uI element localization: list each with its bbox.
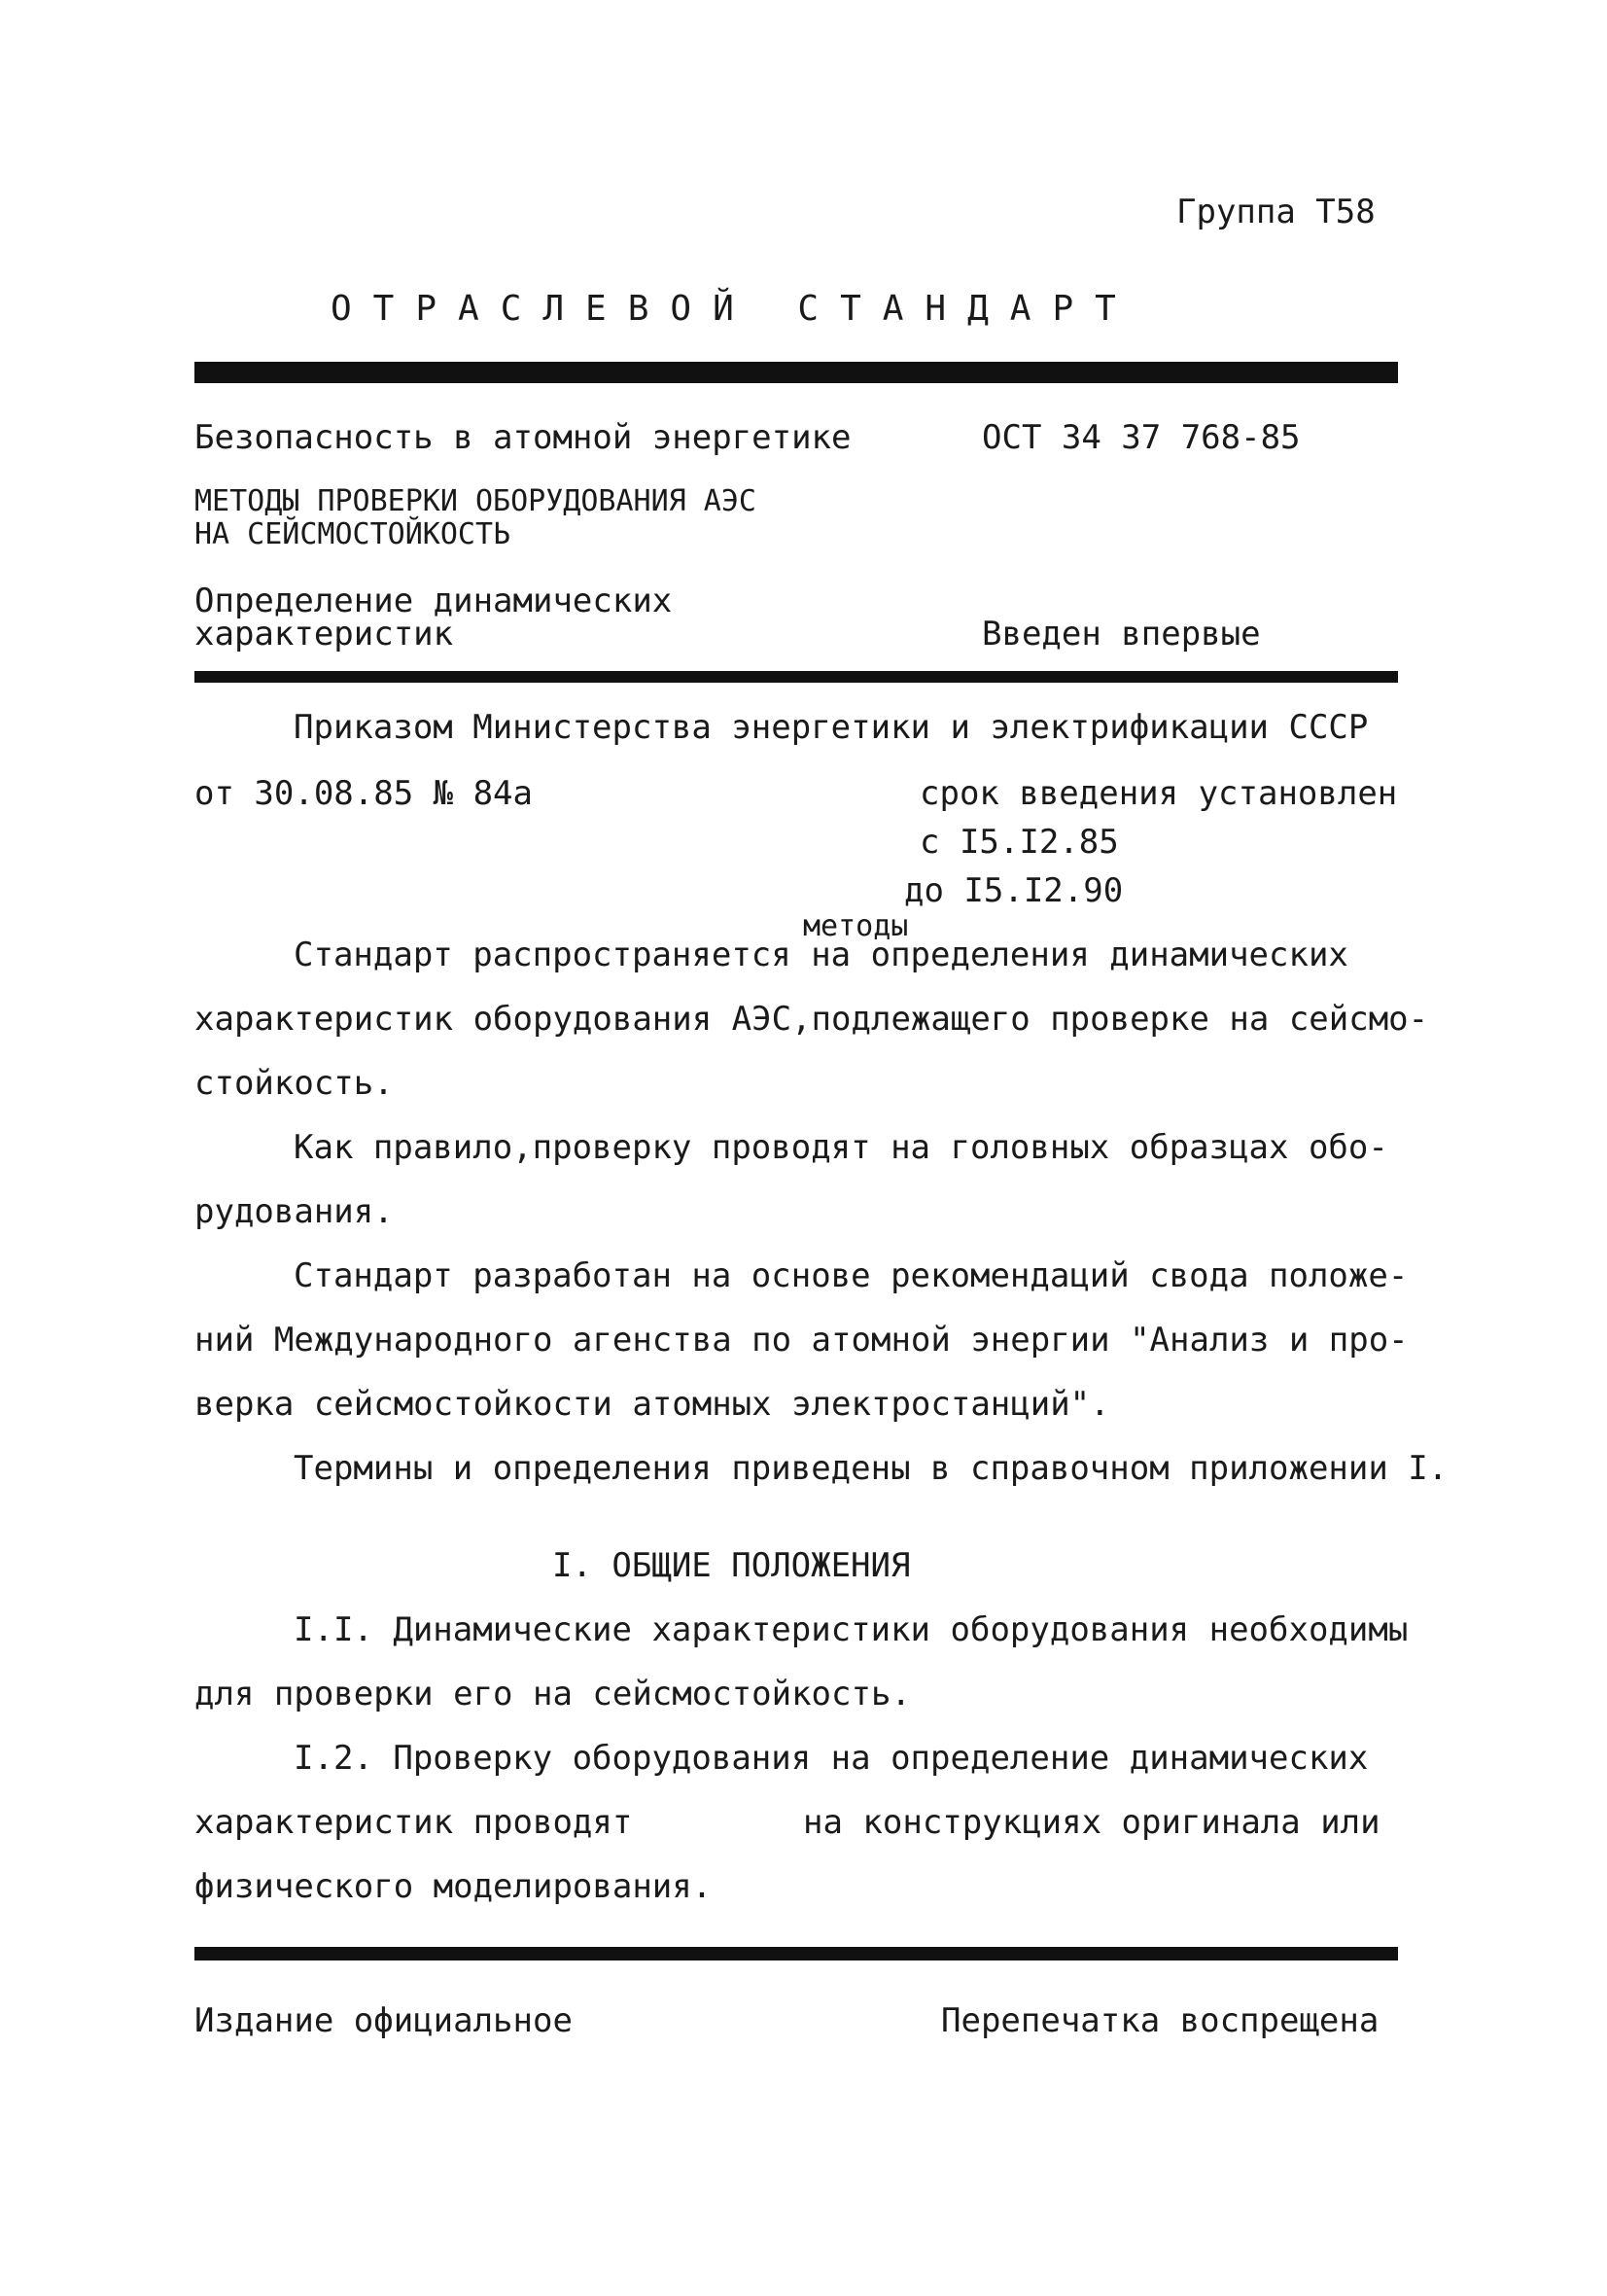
subtitle-line-2: характеристик xyxy=(194,615,454,653)
item2-line2a: характеристик проводят xyxy=(194,1803,633,1842)
section-title: I. ОБЩИЕ ПОЛОЖЕНИЯ xyxy=(552,1546,911,1585)
order-date-number: от 30.08.85 № 84а xyxy=(194,774,533,813)
para3-line1: Стандарт разработан на основе рекомендаций свода положе- xyxy=(294,1256,1409,1295)
group-label: Группа Т58 xyxy=(1176,193,1376,231)
standard-heading: ОТРАСЛЕВОЙ СТАНДАРТ xyxy=(331,289,1137,329)
item1-line1: I.I. Динамические характеристики оборудования необходимы xyxy=(294,1610,1409,1649)
para2-line1: Как правило,проверку проводят на головных образцах обо- xyxy=(294,1128,1388,1167)
para4-line1: Термины и определения приведены в справочном приложении I. xyxy=(294,1449,1449,1488)
item1-line2: для проверки его на сейсмостойкость. xyxy=(194,1675,911,1713)
standard-code: ОСТ 34 37 768-85 xyxy=(982,418,1301,457)
para1-line3: стойкость. xyxy=(194,1064,394,1103)
header-rule xyxy=(194,671,1398,683)
item2-line1: I.2. Проверку оборудования на определение динамических xyxy=(294,1739,1369,1778)
bottom-rule xyxy=(194,1947,1398,1960)
category-text: Безопасность в атомной энергетике xyxy=(194,418,852,457)
item2-line2b: на конструкциях оригинала или xyxy=(803,1803,1380,1842)
para3-line3: верка сейсмостойкости атомных электростанций". xyxy=(194,1385,1110,1424)
top-rule xyxy=(194,362,1398,383)
para3-line2: ний Международного агенства по атомной энергии "Анализ и про- xyxy=(194,1321,1409,1360)
term-line-3: до I5.I2.90 xyxy=(904,871,1124,910)
status-text: Введен впервые xyxy=(982,615,1261,653)
para1-line2: характеристик оборудования АЭС,подлежащего проверке на сейсмо- xyxy=(194,1000,1429,1039)
para1-line1: Стандарт распространяется на определения динамических xyxy=(294,936,1348,974)
para2-line2: рудования. xyxy=(194,1192,394,1231)
footer-right: Перепечатка воспрещена xyxy=(941,2001,1380,2040)
term-line-2: с I5.I2.85 xyxy=(920,823,1119,862)
subtitle-line-1: Определение динамических xyxy=(194,582,673,620)
order-line: Приказом Министерства энергетики и электрификации СССР xyxy=(294,708,1369,747)
title-line-2: НА СЕЙСМОСТОЙКОСТЬ xyxy=(194,517,511,551)
inserted-word: методы xyxy=(803,909,909,943)
title-line-1: МЕТОДЫ ПРОВЕРКИ ОБОРУДОВАНИЯ АЭС xyxy=(194,484,756,518)
item2-line3: физического моделирования. xyxy=(194,1867,713,1906)
term-line-1: срок введения установлен xyxy=(920,774,1398,813)
footer-left: Издание официальное xyxy=(194,2001,573,2040)
